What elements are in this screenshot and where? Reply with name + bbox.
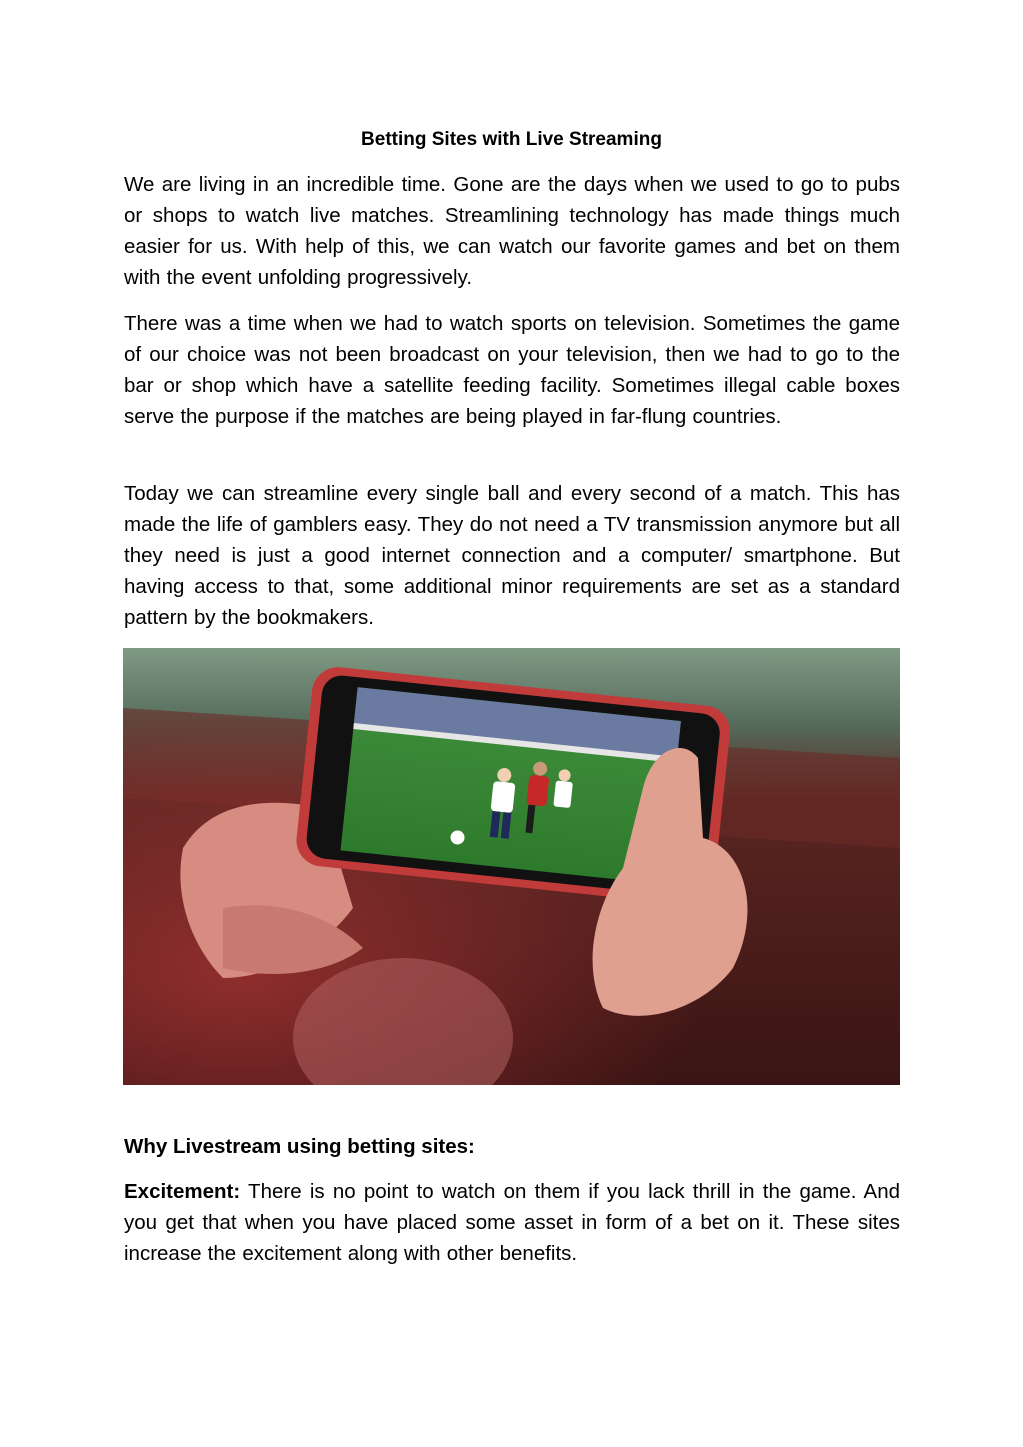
section-heading: Why Livestream using betting sites: — [124, 1135, 475, 1158]
excitement-label: Excitement: — [124, 1180, 241, 1203]
document-title: Betting Sites with Live Streaming — [361, 129, 662, 150]
paragraph-intro: We are living in an incredible time. Gone are the days when we used to go to pubs or shops to watch live matches. Streamlining technology has made things much easier for us. With help of this, we can watch our favorite games and bet on them with the event unfolding progressively. — [124, 173, 900, 289]
paragraph-today: Today we can streamline every single ball and every second of a match. This has made the life of gamblers easy. They do not need a TV transmission anymore but all they need is just a good internet connection and a computer/ smartphone. But having access to that, some additional minor requirements are set as a standard pattern by the bookmakers. — [124, 482, 900, 629]
paragraph-excitement — [124, 1176, 900, 1269]
excitement-text: There is no point to watch on them if you lack thrill in the game. And you get that when you have placed some asset in form of a bet on it. These sites increase the excitement along with other benefits. — [124, 1180, 900, 1265]
paragraph-television: There was a time when we had to watch sports on television. Sometimes the game of our choice was not been broadcast on your television, then we had to go to the bar or shop which have a satellite feeding facility. Sometimes illegal cable boxes serve the purpose if the matches are being played in far-flung countries. — [124, 312, 900, 428]
smartphone-streaming-photo — [123, 648, 900, 1085]
